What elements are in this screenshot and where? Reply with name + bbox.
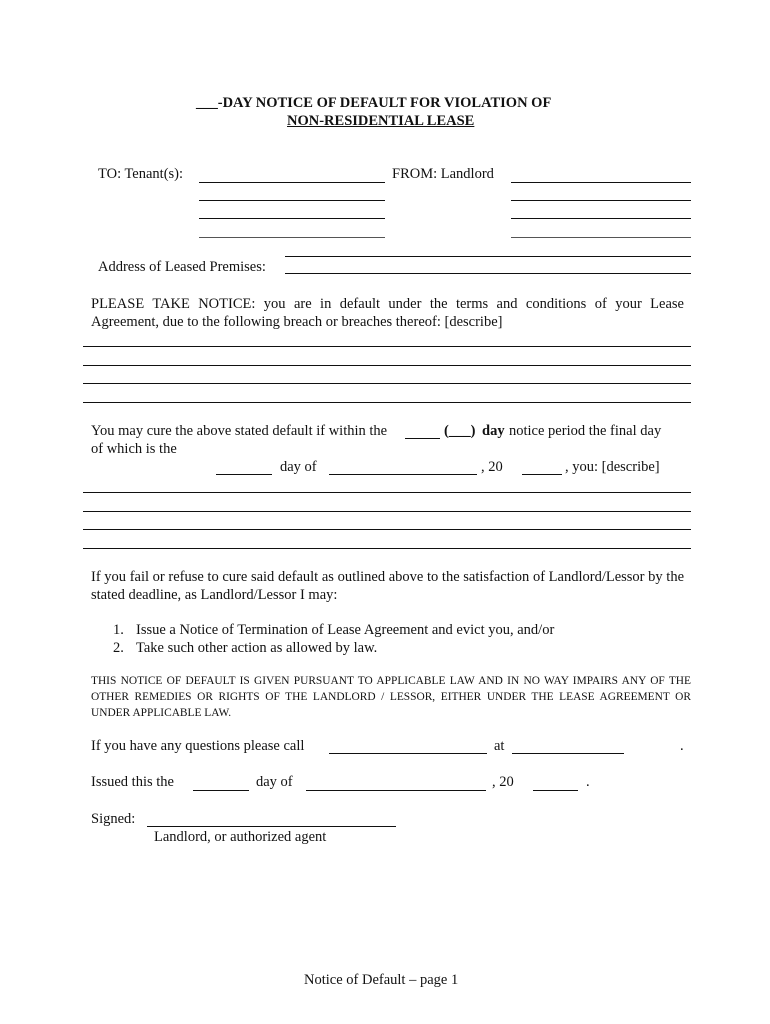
tenant-name-line-1[interactable] — [199, 182, 385, 183]
option-1-text: Issue a Notice of Termination of Lease Agreement and evict you, and/or — [136, 622, 555, 638]
questions-period: . — [680, 738, 684, 754]
cure-days-number-blank[interactable]: ___ — [448, 423, 471, 439]
tenant-name-line-4[interactable] — [199, 237, 385, 238]
address-label: Address of Leased Premises: — [98, 259, 266, 275]
cure-line-4[interactable] — [83, 548, 691, 549]
issued-text: Issued this the — [91, 774, 174, 790]
cure-day-of: day of — [280, 459, 317, 475]
cure-year-prefix: , 20 — [481, 459, 503, 475]
landlord-name-line-2[interactable] — [511, 200, 691, 201]
landlord-name-line-1[interactable] — [511, 182, 691, 183]
breach-line-2[interactable] — [83, 365, 691, 366]
notice-paragraph: PLEASE TAKE NOTICE: you are in default under the terms and conditions of your Lease Agreement, due to the following breach or breaches thereof: [describe] — [91, 296, 684, 330]
issued-day-blank[interactable] — [193, 790, 249, 791]
tenant-name-line-3[interactable] — [199, 218, 385, 219]
cure-year-blank[interactable] — [522, 474, 562, 475]
title-line-2: NON-RESIDENTIAL LEASE — [287, 113, 475, 129]
issued-year-blank[interactable] — [533, 790, 578, 791]
breach-line-3[interactable] — [83, 383, 691, 384]
questions-at: at — [494, 738, 505, 754]
signature-caption: Landlord, or authorized agent — [154, 829, 327, 845]
signature-line[interactable] — [147, 826, 396, 827]
disclaimer-text: THIS NOTICE OF DEFAULT IS GIVEN PURSUANT TO APPLICABLE LAW AND IN NO WAY IMPAIRS ANY OF THE OTHER REMEDIES OR RIGHTS OF THE LANDLORD / LESSOR, EITHER UNDER THE LEASE AGREEMENT OR UNDER APPLICABLE LAW. — [91, 675, 691, 719]
cure-month-blank[interactable] — [329, 474, 477, 475]
cure-line-3[interactable] — [83, 529, 691, 530]
days-blank[interactable]: ___ — [196, 95, 218, 111]
breach-line-4[interactable] — [83, 402, 691, 403]
option-2-number: 2. — [113, 640, 124, 656]
landlord-name-line-4[interactable] — [511, 237, 691, 238]
to-tenants-label: TO: Tenant(s): — [98, 166, 184, 182]
contact-phone-blank[interactable] — [512, 753, 624, 754]
option-1-number: 1. — [113, 622, 124, 638]
cure-line-1[interactable] — [83, 492, 691, 493]
contact-name-blank[interactable] — [329, 753, 487, 754]
questions-text: If you have any questions please call — [91, 738, 305, 754]
issued-year-prefix: , 20 — [492, 774, 514, 790]
breach-line-1[interactable] — [83, 346, 691, 347]
fail-paragraph: If you fail or refuse to cure said default as outlined above to the satisfaction of Landlord/Lessor by the stated deadline, as Landlord/Lessor I may: — [91, 569, 684, 603]
cure-text-start: You may cure the above stated default if within the — [91, 423, 388, 439]
cure-line-2[interactable] — [83, 511, 691, 512]
cure-text-of-which: of which is the — [91, 441, 177, 457]
address-line-upper[interactable] — [285, 256, 691, 257]
from-landlord-label: FROM: Landlord — [392, 166, 494, 182]
issued-month-blank[interactable] — [306, 790, 486, 791]
cure-text-end: notice period the final day — [509, 423, 662, 439]
cure-day-blank[interactable] — [216, 474, 272, 475]
cure-you-describe: , you: [describe] — [565, 459, 660, 475]
option-2-text: Take such other action as allowed by law. — [136, 640, 378, 656]
landlord-name-line-3[interactable] — [511, 218, 691, 219]
cure-day-word: day — [482, 423, 505, 439]
tenant-name-line-2[interactable] — [199, 200, 385, 201]
issued-period: . — [586, 774, 590, 790]
cure-days-blank[interactable] — [405, 438, 440, 439]
page-footer: Notice of Default – page 1 — [304, 972, 459, 988]
cure-days-paren: (___) — [444, 423, 476, 439]
title-text-1: -DAY NOTICE OF DEFAULT FOR VIOLATION OF — [217, 95, 552, 111]
signed-label: Signed: — [91, 811, 136, 827]
issued-day-of: day of — [256, 774, 293, 790]
address-line[interactable] — [285, 273, 691, 274]
title-line-1 — [196, 94, 551, 112]
